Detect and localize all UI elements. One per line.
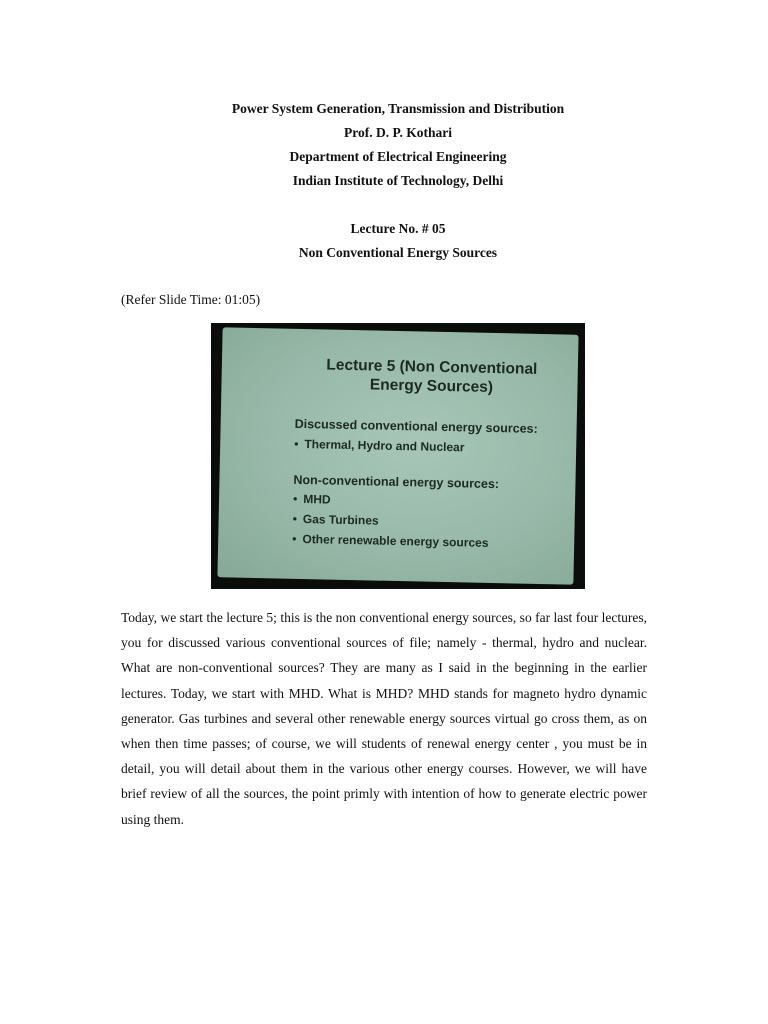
slide-time-reference: (Refer Slide Time: 01:05) xyxy=(121,292,261,307)
slide-heading-nonconventional: Non-conventional energy sources: xyxy=(293,472,500,492)
slide-bullet-text: Other renewable energy sources xyxy=(302,532,489,550)
slide-bullet xyxy=(292,532,489,550)
bullet-marker: • xyxy=(292,491,298,506)
slide-title-line-2: Energy Sources) xyxy=(369,376,494,396)
slide-title xyxy=(281,355,578,399)
lecture-number: Lecture No. # 05 xyxy=(350,221,446,236)
slide-bullet-text: Thermal, Hydro and Nuclear xyxy=(304,437,465,455)
slide-bullet xyxy=(294,437,465,455)
slide-photo xyxy=(211,323,585,589)
slide-bullet-text: Gas Turbines xyxy=(302,512,379,528)
department-name: Department of Electrical Engineering xyxy=(289,149,507,164)
lecture-slide xyxy=(217,327,578,584)
bullet-marker: • xyxy=(292,531,297,546)
lecture-title: Non Conventional Energy Sources xyxy=(298,245,498,260)
slide-bullet-text: MHD xyxy=(303,492,331,507)
body-paragraph: Today, we start the lecture 5; this is the non conventional energy sources, so far last four lectures, you for discussed various conventional sources of file; namely - thermal, hydro and nuclear. What are non-conventional sources? They are many as I said in the beginning in the earlier lectures. Today, we start with MHD. What is MHD? MHD stands for magneto hydro dynamic generator. Gas turbines and several other renewable energy sources virtual go cross them, as on when then time passes; of course, we will students of renewal energy center , you must be in detail, you will detail about them in the various other energy courses. However, we will have brief review of all the sources, the point primly with intention of how to generate electric power using them. xyxy=(121,610,647,827)
slide-bullet xyxy=(293,492,331,507)
course-title: Power System Generation, Transmission and Distribution xyxy=(231,101,565,116)
slide-heading-conventional: Discussed conventional energy sources: xyxy=(294,416,538,436)
header-spacer xyxy=(0,193,768,217)
institute-name: Indian Institute of Technology, Delhi xyxy=(292,173,504,188)
document-header xyxy=(0,97,768,265)
professor-name: Prof. D. P. Kothari xyxy=(344,125,452,140)
slide-title-line-1: Lecture 5 (Non Conventional xyxy=(326,356,538,378)
slide-bullet xyxy=(293,512,379,528)
bullet-marker: • xyxy=(292,511,298,526)
bullet-marker: • xyxy=(294,436,299,451)
